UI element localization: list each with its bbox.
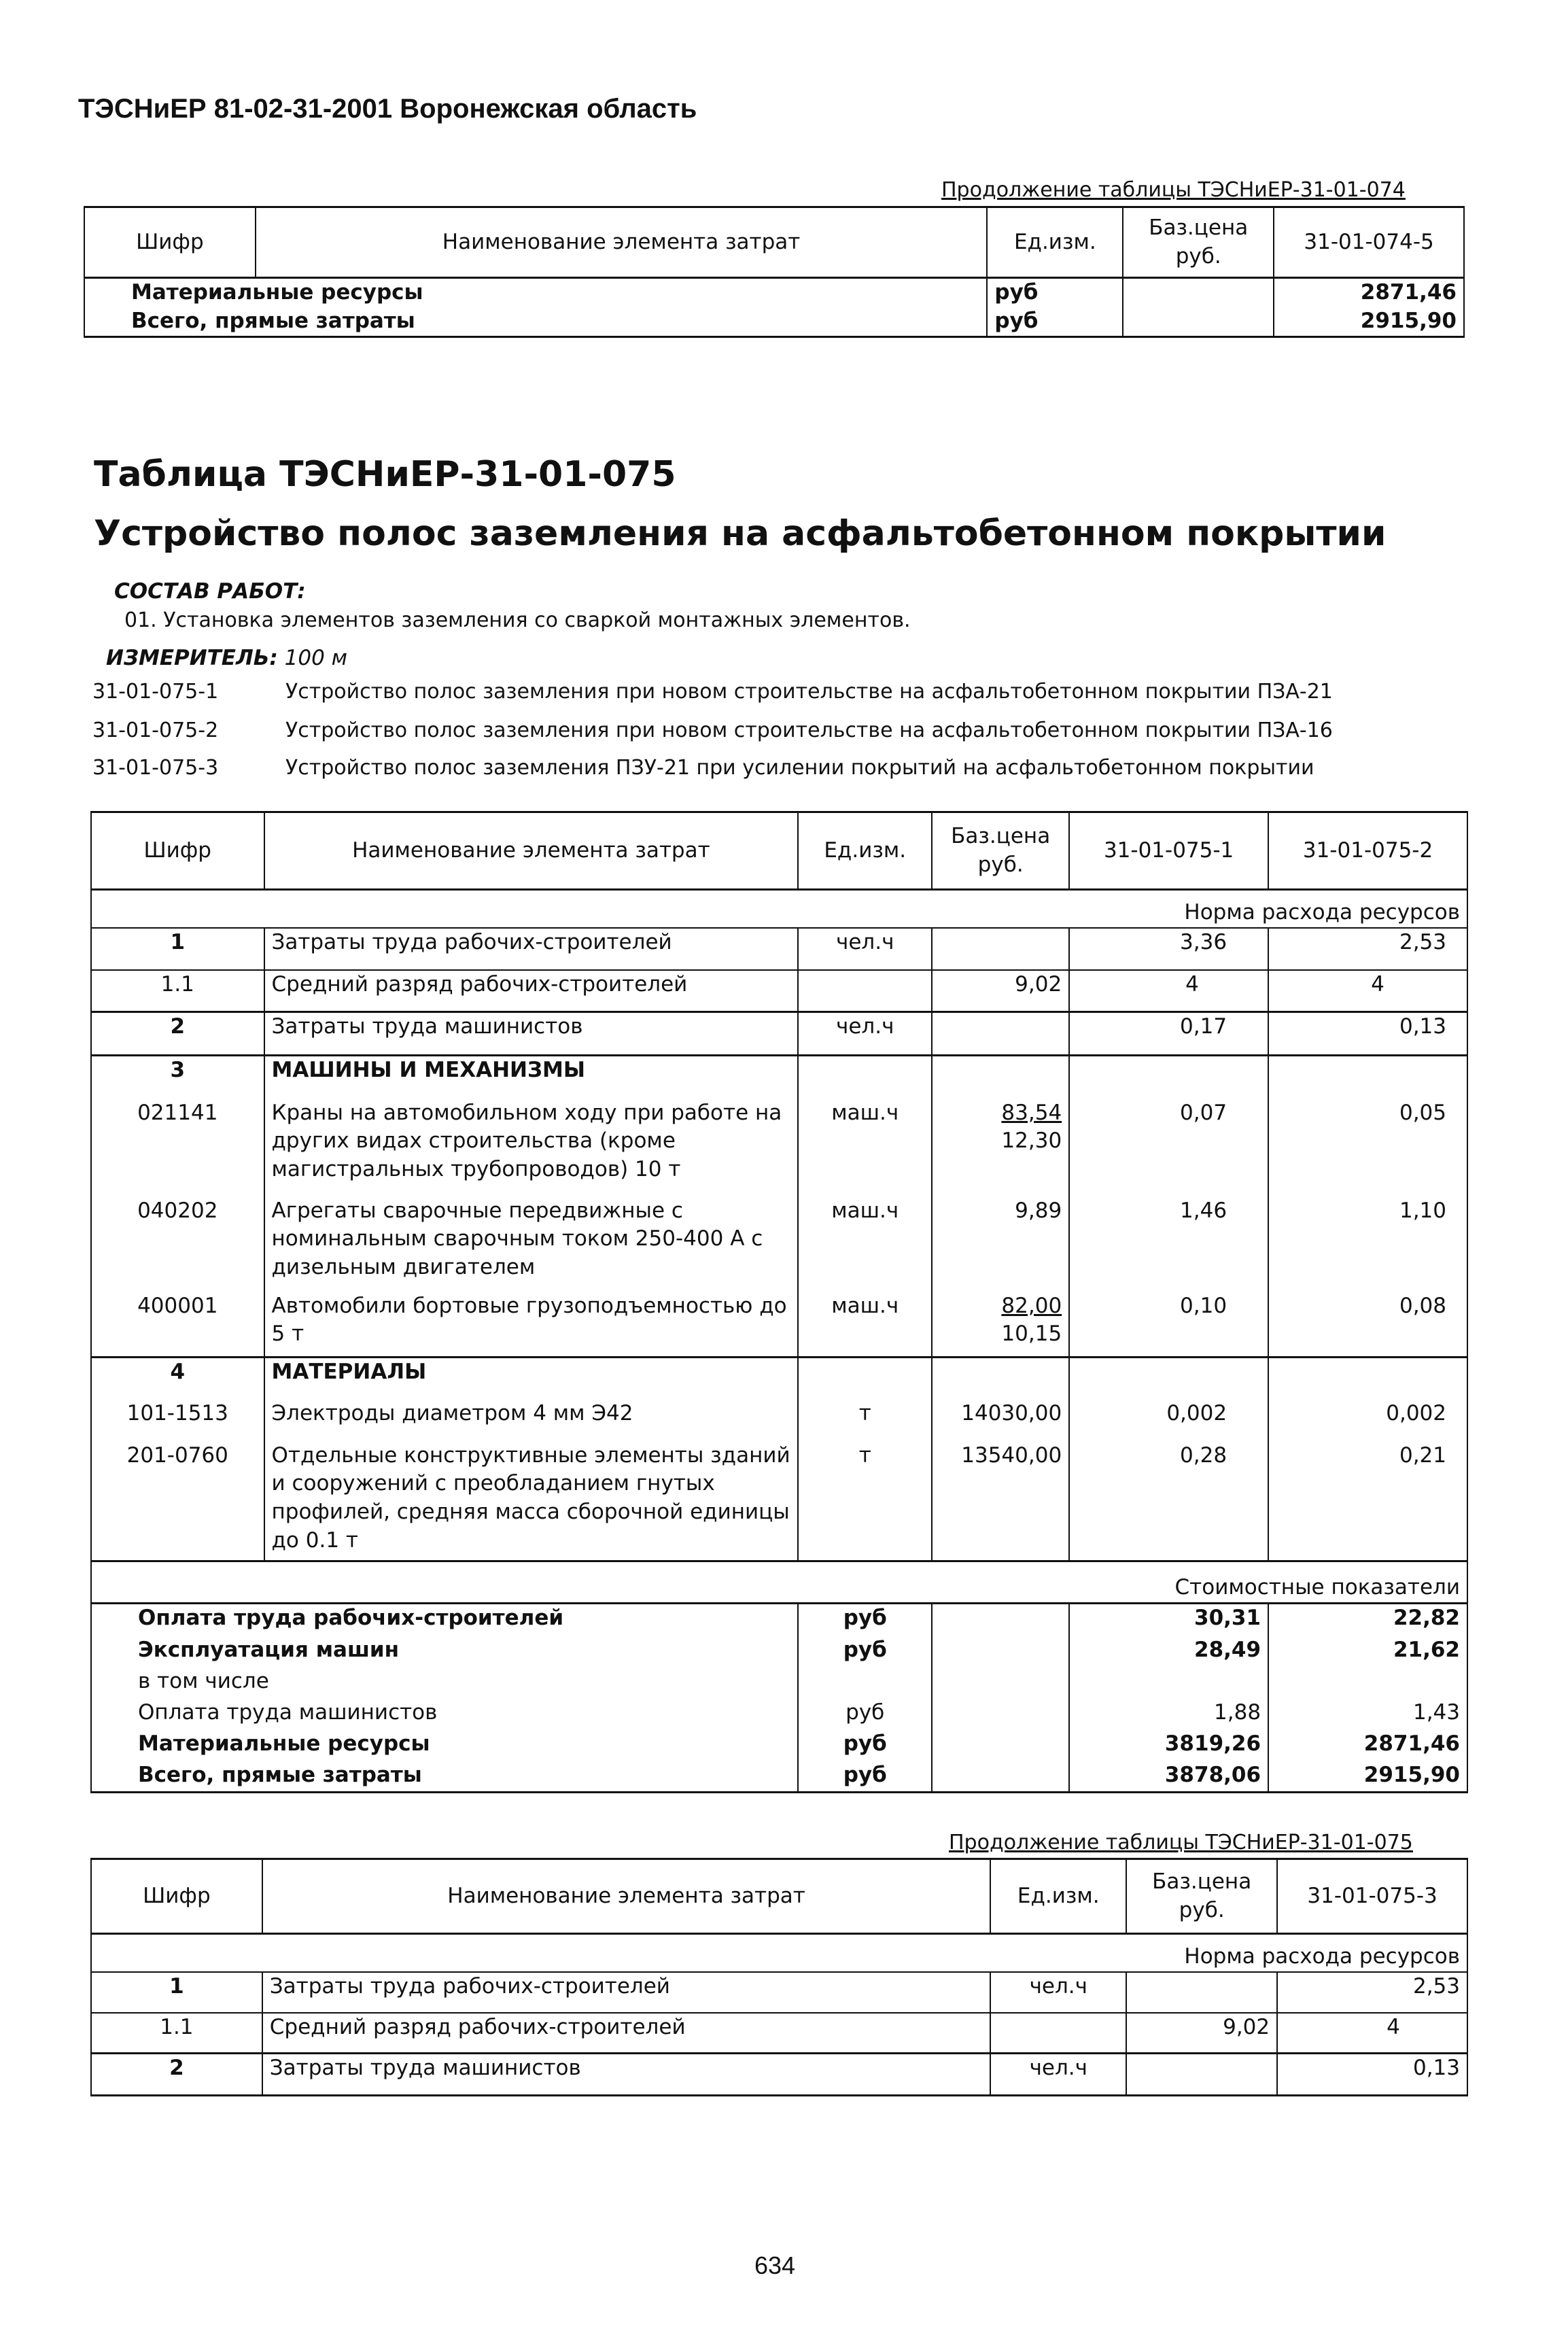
page-number: 634 xyxy=(754,2251,796,2279)
norm-caption: Норма расхода ресурсов xyxy=(91,890,1467,928)
col-v2: 31-01-075-2 xyxy=(1268,812,1467,890)
col-unit: Ед.изм. xyxy=(990,1859,1126,1934)
col-unit: Ед.изм. xyxy=(798,812,932,890)
item-text: Устройство полос заземления при новом строительстве на асфальтобетонном покрытии ПЗА-16 xyxy=(285,719,1333,742)
table-075 xyxy=(90,811,1468,1793)
table-075-continuation: Продолжение таблицы ТЭСНиЕР-31-01-075 xyxy=(949,1831,1413,1854)
table-row: 3 МАШИНЫ И МЕХАНИЗМЫ xyxy=(91,1056,1467,1099)
item-text: Устройство полос заземления при новом строительстве на асфальтобетонном покрытии ПЗА-21 xyxy=(285,680,1333,704)
table-row: 1 Затраты труда рабочих-строителей чел.ч 2,53 xyxy=(91,1972,1467,2013)
work-composition-label: СОСТАВ РАБОТ: xyxy=(114,579,306,604)
table-title: Таблица ТЭСНиЕР-31-01-075 xyxy=(94,454,676,495)
table-row: 201-0760 Отдельные конструктивные элементы зданий и сооружений с преобладанием гнутых профилей, средняя масса сборочной единицы до 0.1 т т 13540,00 0,28 0,21 xyxy=(91,1442,1467,1561)
table-row: 2 Затраты труда машинистов чел.ч 0,17 0,13 xyxy=(91,1012,1467,1056)
cost-row: Эксплуатация машин руб 28,49 21,62 xyxy=(91,1636,1467,1668)
cost-caption: Стоимостные показатели xyxy=(91,1561,1467,1604)
col-name: Наименование элемента затрат xyxy=(262,1859,991,1934)
cost-row: в том числе xyxy=(91,1668,1467,1699)
col-v: 31-01-074-5 xyxy=(1274,207,1464,278)
col-name: Наименование элемента затрат xyxy=(256,207,988,278)
table-row: 4 МАТЕРИАЛЫ xyxy=(91,1358,1467,1400)
table-075-continued xyxy=(90,1858,1468,2096)
table-row: Всего, прямые затраты руб 2915,90 xyxy=(84,307,1464,336)
measure-line xyxy=(106,646,347,670)
cost-row: Оплата труда машинистов руб 1,88 1,43 xyxy=(91,1699,1467,1730)
table-row: 1.1 Средний разряд рабочих-строителей 9,02 4 xyxy=(91,2013,1467,2054)
table-row: 1.1 Средний разряд рабочих-строителей 9,02 4 4 xyxy=(91,970,1467,1012)
col-unit: Ед.изм. xyxy=(987,207,1123,278)
table-row: 2 Затраты труда машинистов чел.ч 0,13 xyxy=(91,2054,1467,2096)
cost-row: Всего, прямые затраты руб 3878,06 2915,90 xyxy=(91,1761,1467,1793)
col-v1: 31-01-075-1 xyxy=(1069,812,1268,890)
cost-row: Оплата труда рабочих-строителей руб 30,31 22,82 xyxy=(91,1604,1467,1636)
table-row: 400001 Автомобили бортовые грузоподъемностью до 5 т маш.ч 82,00 10,15 0,10 0,08 xyxy=(91,1292,1467,1358)
item-code: 31-01-075-1 xyxy=(92,680,219,704)
col-v: 31-01-075-3 xyxy=(1277,1859,1467,1934)
measure-value: 100 м xyxy=(284,646,348,670)
item-code: 31-01-075-2 xyxy=(92,719,219,742)
col-price: Баз.цена руб. xyxy=(1126,1859,1277,1934)
col-name: Наименование элемента затрат xyxy=(264,812,799,890)
table-074-continuation: Продолжение таблицы ТЭСНиЕР-31-01-074 xyxy=(941,178,1406,202)
work-item: 01. Установка элементов заземления со сваркой монтажных элементов. xyxy=(124,608,911,632)
table-row: 101-1513 Электроды диаметром 4 мм Э42 т 14030,00 0,002 0,002 xyxy=(91,1400,1467,1442)
table-row: 040202 Агрегаты сварочные передвижные с номинальным сварочным током 250-400 А с дизельным двигателем маш.ч 9,89 1,46 1,10 xyxy=(91,1197,1467,1292)
col-code: Шифр xyxy=(84,207,256,278)
table-row: 1 Затраты труда рабочих-строителей чел.ч 3,36 2,53 xyxy=(91,928,1467,970)
col-code: Шифр xyxy=(91,1859,262,1934)
table-row: 021141 Краны на автомобильном ходу при работе на других видах строительства (кроме магистральных трубопроводов) 10 т маш.ч 83,54 12,30 0,07 0,05 xyxy=(91,1099,1467,1197)
item-code: 31-01-075-3 xyxy=(92,756,219,780)
document-header: ТЭСНиЕР 81-02-31-2001 Воронежская область xyxy=(78,94,697,124)
measure-label: ИЗМЕРИТЕЛЬ: xyxy=(106,646,278,670)
col-code: Шифр xyxy=(91,812,264,890)
norm-caption: Норма расхода ресурсов xyxy=(91,1934,1467,1972)
table-row: Материальные ресурсы руб 2871,46 xyxy=(84,278,1464,307)
table-subtitle: Устройство полос заземления на асфальтобетонном покрытии xyxy=(94,513,1387,554)
cost-row: Материальные ресурсы руб 3819,26 2871,46 xyxy=(91,1730,1467,1761)
item-text: Устройство полос заземления ПЗУ-21 при усилении покрытий на асфальтобетонном покрытии xyxy=(285,756,1314,780)
col-price: Баз.цена руб. xyxy=(1123,207,1274,278)
col-price: Баз.цена руб. xyxy=(932,812,1069,890)
table-074 xyxy=(84,206,1465,338)
